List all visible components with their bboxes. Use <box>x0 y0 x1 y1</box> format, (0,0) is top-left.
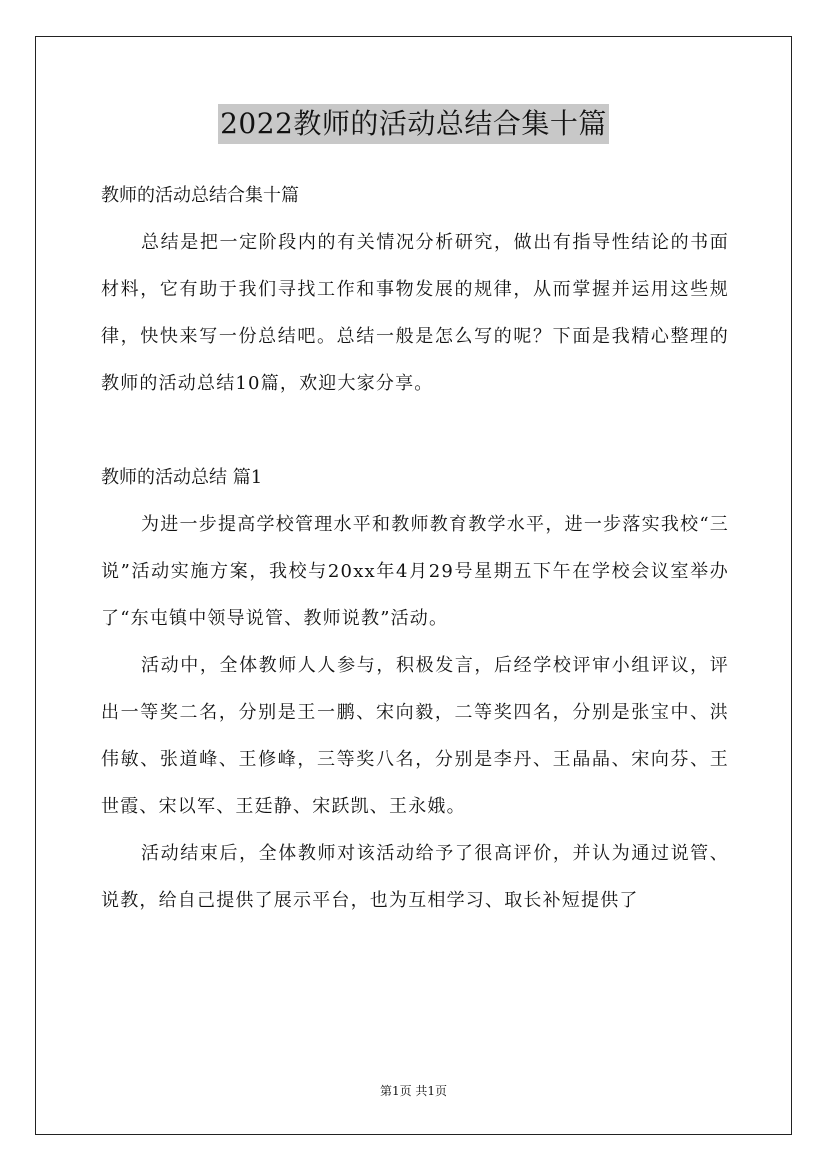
body-paragraph: 活动中，全体教师人人参与，积极发言，后经学校评审小组评议，评出一等奖二名，分别是王一鹏、宋向毅，二等奖四名，分别是张宝中、洪伟敏、张道峰、王修峰，三等奖八名，分别是李丹、王晶晶、宋向芬、王世霞、宋以军、王廷静、宋跃凯、王永娥。 <box>101 655 729 817</box>
body-paragraph: 为进一步提高学校管理水平和教师教育教学水平，进一步落实我校“三说”活动实施方案，我校与20xx年4月29号星期五下午在学校会议室举办了“东屯镇中领导说管、教师说教”活动。 <box>101 514 729 629</box>
section-heading: 教师的活动总结 篇1 <box>101 467 263 488</box>
intro-paragraph: 总结是把一定阶段内的有关情况分析研究，做出有指导性结论的书面材料，它有助于我们寻找工作和事物发展的规律，从而掌握并运用这些规律，快快来写一份总结吧。总结一般是怎么写的呢？下面是我精心整理的教师的活动总结10篇，欢迎大家分享。 <box>101 232 729 394</box>
page-number: 第1页 共1页 <box>379 1084 448 1098</box>
body-paragraph: 活动结束后，全体教师对该活动给予了很高评价，并认为通过说管、说教，给自己提供了展示平台，也为互相学习、取长补短提供了 <box>101 843 729 911</box>
document-title <box>0 104 827 144</box>
document-title-text: 2022教师的活动总结合集十篇 <box>218 104 609 144</box>
document-subtitle: 教师的活动总结合集十篇 <box>101 185 299 206</box>
document-body <box>101 172 729 924</box>
page-footer <box>0 1081 827 1101</box>
paragraph-spacer <box>101 407 729 454</box>
